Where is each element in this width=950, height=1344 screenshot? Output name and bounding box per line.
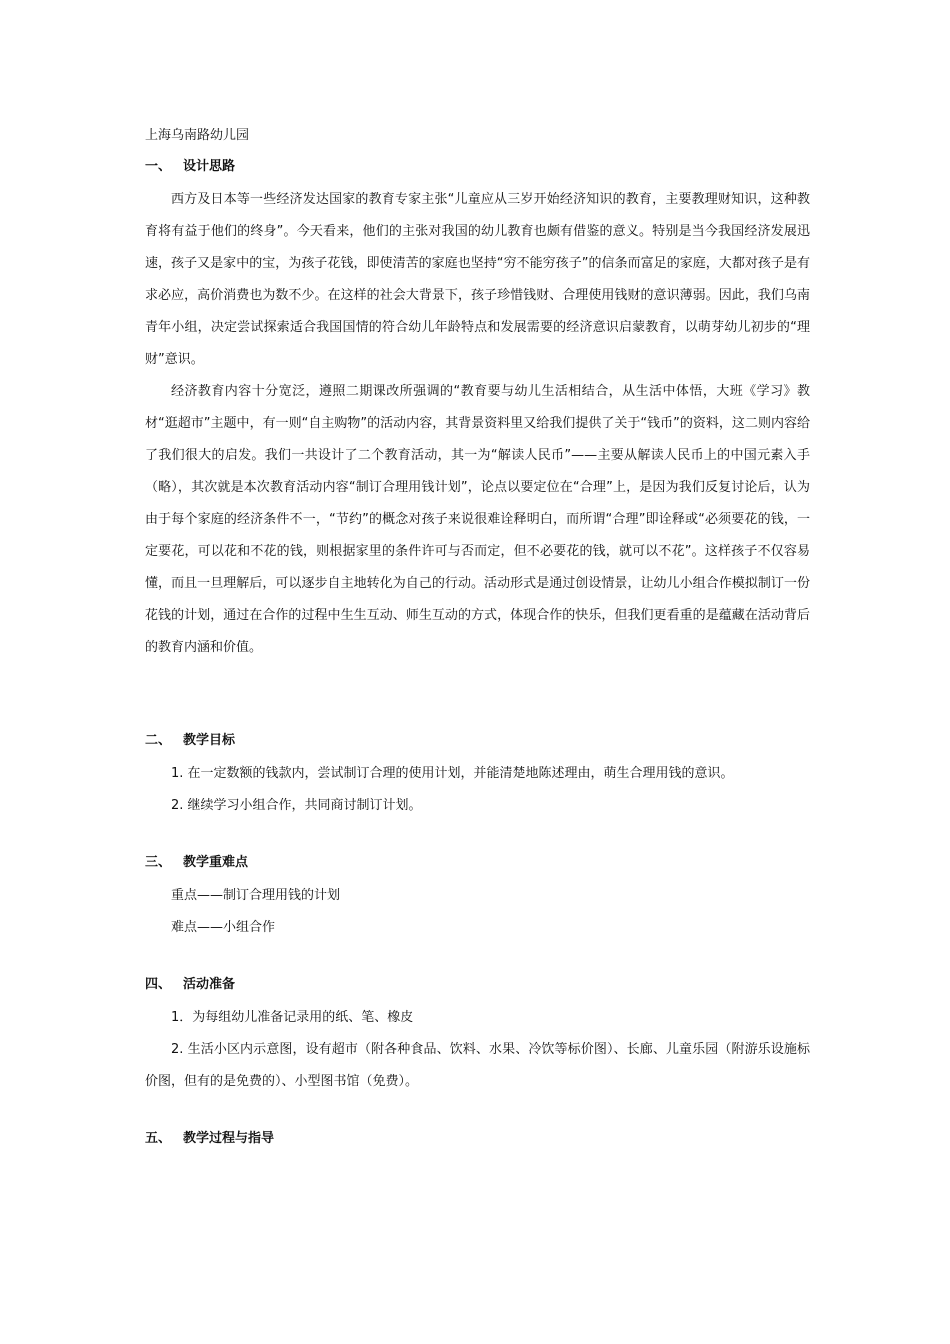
section-title: 教学重难点 bbox=[183, 855, 249, 870]
section-preparation bbox=[145, 974, 810, 1098]
section-heading bbox=[145, 974, 810, 996]
section-title: 教学过程与指导 bbox=[183, 1131, 275, 1146]
list-item: 1. 在一定数额的钱款内，尝试制订合理的使用计划，并能清楚地陈述理由，萌生合理用钱的意识。 bbox=[171, 766, 734, 781]
section-heading bbox=[145, 852, 810, 874]
list-item: 难点——小组合作 bbox=[171, 920, 276, 935]
paragraph: 经济教育内容十分宽泛，遵照二期课改所强调的“教育要与幼儿生活相结合，从生活中体悟，大班《学习》教材“逛超市”主题中，有一则“自主购物”的活动内容，其背景资料里又给我们提供了关于“钱币”的资料，这二则内容给了我们很大的启发。我们一共设计了二个教育活动，其一为“解读人民币”——主要从解读人民币上的中国元素入手（略），其次就是本次教育活动内容“制订合理用钱计划”，论点以要定位在“合理”上，是因为我们反复讨论后，认为由于每个家庭的经济条件不一，“节约”的概念对孩子来说很难诠释明白，而所谓“合理”即诠释或“必须要花的钱，一定要花，可以花和不花的钱，则根据家里的条件许可与否而定，但不必要花的钱，就可以不花”。这样孩子不仅容易懂，而且一旦理解后，可以逐步自主地转化为自己的行动。活动形式是通过创设情景，让幼儿小组合作模拟制订一份花钱的计划，通过在合作的过程中生生互动、师生互动的方式，体现合作的快乐，但我们更看重的是蕴藏在活动背后的教育内涵和价值。 bbox=[145, 384, 810, 655]
section-teaching-goals bbox=[145, 730, 810, 822]
list-item: 1．为每组幼儿准备记录用的纸、笔、橡皮 bbox=[171, 1010, 414, 1025]
organization-name: 上海乌南路幼儿园 bbox=[145, 128, 250, 143]
paragraph: 西方及日本等一些经济发达国家的教育专家主张“儿童应从三岁开始经济知识的教育，主要教理财知识，这种教育将有益于他们的终身”。今天看来，他们的主张对我国的幼儿教育也颇有借鉴的意义。特别是当今我国经济发展迅速，孩子又是家中的宝，为孩子花钱，即使清苦的家庭也坚持“穷不能穷孩子”的信条而富足的家庭，大都对孩子是有求必应，高价消费也为数不少。在这样的社会大背景下，孩子珍惜钱财、合理使用钱财的意识薄弱。因此，我们乌南青年小组，决定尝试探索适合我国国情的符合幼儿年龄特点和发展需要的经济意识启蒙教育，以萌芽幼儿初步的“理财”意识。 bbox=[145, 192, 810, 367]
section-heading bbox=[145, 1128, 810, 1150]
list-item: 2. 继续学习小组合作，共同商讨制订计划。 bbox=[171, 798, 422, 813]
section-title: 教学目标 bbox=[183, 733, 236, 748]
section-heading bbox=[145, 156, 810, 178]
section-key-difficulties bbox=[145, 852, 810, 944]
section-number: 四、 bbox=[145, 977, 172, 992]
section-number: 五、 bbox=[145, 1131, 172, 1146]
section-title: 设计思路 bbox=[183, 159, 236, 174]
section-number: 三、 bbox=[145, 855, 172, 870]
section-design-idea bbox=[145, 156, 810, 664]
list-item: 重点——制订合理用钱的计划 bbox=[171, 888, 341, 903]
section-number: 二、 bbox=[145, 733, 172, 748]
section-teaching-process bbox=[145, 1128, 810, 1150]
section-title: 活动准备 bbox=[183, 977, 236, 992]
document-page bbox=[145, 122, 810, 1150]
section-number: 一、 bbox=[145, 159, 172, 174]
list-item: 2. 生活小区内示意图，设有超市（附各种食品、饮料、水果、冷饮等标价图）、长廊、儿童乐园（附游乐设施标价图，但有的是免费的）、小型图书馆（免费）。 bbox=[145, 1042, 810, 1089]
section-heading bbox=[145, 730, 810, 752]
